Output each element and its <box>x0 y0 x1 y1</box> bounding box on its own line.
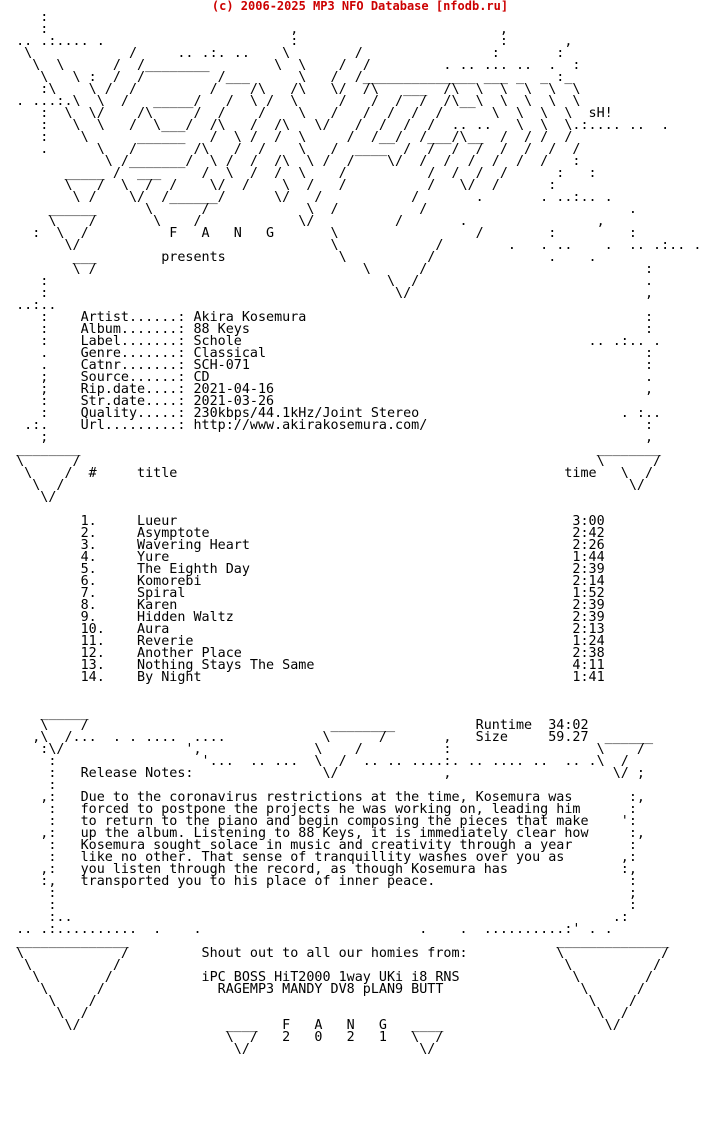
nfo-line: ______ \ / \ / / . <box>0 202 637 217</box>
nfo-line: : \ / F A N G \ / : : <box>0 226 637 241</box>
nfo-line: \ / \ / <box>0 958 662 973</box>
nfo-line: \ \ : / / /___ \ / /______________ ___ _ _ :_ <box>0 70 573 85</box>
nfo-line: :, transported you to his place of inner peace. : <box>0 874 637 889</box>
nfo-line: \ / \/ <box>0 478 645 493</box>
nfo-line: : like no other. That sense of tranquillity washes over you as ,: <box>0 850 637 865</box>
nfo-line: ,: you listen through the record, as though Kosemura has :, <box>0 862 637 877</box>
nfo-line: : \ \/ /\ / / / \ / / / / / \ \ \ \ sH! <box>0 106 613 121</box>
nfo-line: : to return to the piano and begin composing the pieces that make ': <box>0 814 637 829</box>
nfo-line: .. .:.......... . . . . ..........:' . . <box>0 922 613 937</box>
nfo-line: \ / RAGEMP3 MANDY DV8 pLAN9 BUTT \ / <box>0 982 645 997</box>
nfo-line: : <box>0 778 57 793</box>
nfo-line: ; Source......: CD . <box>0 370 654 385</box>
nfo-line: .. .:.... . : : , <box>0 34 573 49</box>
nfo-line: \ / \/ /______/ \/ / / . . ..:.. . <box>0 190 613 205</box>
nfo-line: : Album.......: 88 Keys : <box>0 322 654 337</box>
nfo-line: 1. Lueur 3:00 <box>0 514 605 529</box>
nfo-line: ; , <box>0 430 654 445</box>
nfo-line: : Str.date....: 2021-03-26 <box>0 394 275 409</box>
nfo-line: 13. Nothing Stays The Same 4:11 <box>0 658 605 673</box>
nfo-line: \/ ____ F A N G ____ \/ <box>0 1018 621 1033</box>
nfo-line: : ; <box>0 886 637 901</box>
nfo-line: 9. Hidden Waltz 2:39 <box>0 610 605 625</box>
nfo-line: \ / \ / \/ / . , <box>0 214 605 229</box>
nfo-line: \ / \ / : <box>0 262 654 277</box>
nfo-line: \ / ________ Runtime 34:02 <box>0 718 589 733</box>
nfo-line: : Artist......: Akira Kosemura : <box>0 310 654 325</box>
nfo-line: 11. Reverie 1:24 <box>0 634 605 649</box>
nfo-line: . ...:.\ \ / _____/ / \ / \ / / / / /\__\ \ \ \ \ <box>0 94 581 109</box>
nfo-line: \ /_______/ \ / / /\ \ / / \/ / / / / / / : <box>0 154 581 169</box>
nfo-line: :\/ ', \ / : \ / <box>0 742 645 757</box>
nfo-line: : \ ______ / \ / / \ / /__/ /___/\__ / / / / <box>0 130 573 145</box>
nfo-line: 3. Wavering Heart 2:26 <box>0 538 605 553</box>
nfo-line: \/ \/ <box>0 1042 436 1057</box>
nfo-line: \ / \ / <box>0 454 662 469</box>
nfo-line: : forced to postpone the projects he was working on, leading him : <box>0 802 637 817</box>
nfo-line: ,: up the album. Listening to 88 Keys, it is immediately clear how :, <box>0 826 645 841</box>
nfo-line: ..:.. <box>0 298 57 313</box>
nfo-line: \/ <box>0 490 57 505</box>
nfo-line: 14. By Night 1:41 <box>0 670 605 685</box>
nfo-line: :\ \ / / / /\ /\ \/ /\ ___ /\ \ \ \ \ \ <box>0 82 581 97</box>
nfo-line: 8. Karen 2:39 <box>0 598 605 613</box>
nfo-line: : : <box>0 898 637 913</box>
nfo-line: \ \ / /________ \ \ / / . .. ... .. . : <box>0 58 581 73</box>
nfo-line: 6. Komorebi 2:14 <box>0 574 605 589</box>
nfo-line: 12. Another Place 2:38 <box>0 646 605 661</box>
nfo-line: \ / Shout out to all our homies from: \ / <box>0 946 670 961</box>
nfo-line: : \ / . <box>0 274 654 289</box>
nfo-line: 4. Yure 1:44 <box>0 550 605 565</box>
nfo-line: 10. Aura 2:13 <box>0 622 605 637</box>
nfo-line: :.. .: <box>0 910 629 925</box>
nfo-line: ___ presents \ / . . <box>0 250 597 265</box>
nfo-line: \ / \ / <box>0 1006 629 1021</box>
nfo-line: . \ / /\ / / \ / ____ / / / / / / / / <box>0 142 581 157</box>
nfo-line: : Kosemura sought solace in music and creativity through a year : <box>0 838 637 853</box>
nfo-line: 7. Spiral 1:52 <box>0 586 605 601</box>
nfo-line: \ / iPC BOSS HiT2000 1way UKi i8 RNS \ / <box>0 970 654 985</box>
nfo-line: . Genre.......: Classical : <box>0 346 654 361</box>
nfo-line: ,\ /... . . .... .... \ / , Size 59.27 ______ <box>0 730 654 745</box>
nfo-line: . Catnr.......: SCH-071 : <box>0 358 654 373</box>
nfo-line: ; Rip.date....: 2021-04-16 , <box>0 382 654 397</box>
nfo-line: ________ ________ <box>0 442 662 457</box>
nfo-line: _____ / ___ / \ / / \ / / / / / : : <box>0 166 597 181</box>
nfo-line: : Label.......: Schole .. .:.. . <box>0 334 662 349</box>
nfo-line: : <box>0 10 49 25</box>
nfo-line: \ / \ / <box>0 994 637 1009</box>
nfo-line: : '... .. ... \ / .. .. ....:. .. .... .. .. .\ / <box>0 754 629 769</box>
nfo-line: \ / \ / / \/ / \ / / / \/ / : <box>0 178 557 193</box>
nfo-line: ,: Due to the coronavirus restrictions at the time, Kosemura was :, <box>0 790 645 805</box>
nfo-line: \ / 2 0 2 1 \ / <box>0 1030 444 1045</box>
nfo-line: : \/ , <box>0 286 654 301</box>
nfo-line: : Release Notes: \/ , \/ ; <box>0 766 645 781</box>
source-banner[interactable]: (c) 2006-2025 MP3 NFO Database [nfodb.ru] <box>211 0 509 13</box>
nfo-line: : Quality.....: 230kbps/44.1kHz/Joint Stereo . :.. <box>0 406 662 421</box>
nfo-line: 5. The Eighth Day 2:39 <box>0 562 605 577</box>
nfo-line: : , , <box>0 22 508 37</box>
nfo-line: ______ <box>0 706 89 721</box>
nfo-text-block <box>0 12 701 1056</box>
nfo-line: \ / # title time \ / <box>0 466 654 481</box>
nfo-line: \ / .. .:. .. \ / : : <box>0 46 565 61</box>
nfo-line: \/ \ / . . .. . .. .:.. . <box>0 238 702 253</box>
nfo-line: : \ \ / \___/ /\ / /\ \/ / / / / .. .. \ \ \.:.... .. . <box>0 118 670 133</box>
nfo-line: .:. Url.........: http://www.akirakosemura.com/ : <box>0 418 654 433</box>
nfo-line: ______________ ______________ <box>0 934 670 949</box>
nfo-line: 2. Asymptote 2:42 <box>0 526 605 541</box>
